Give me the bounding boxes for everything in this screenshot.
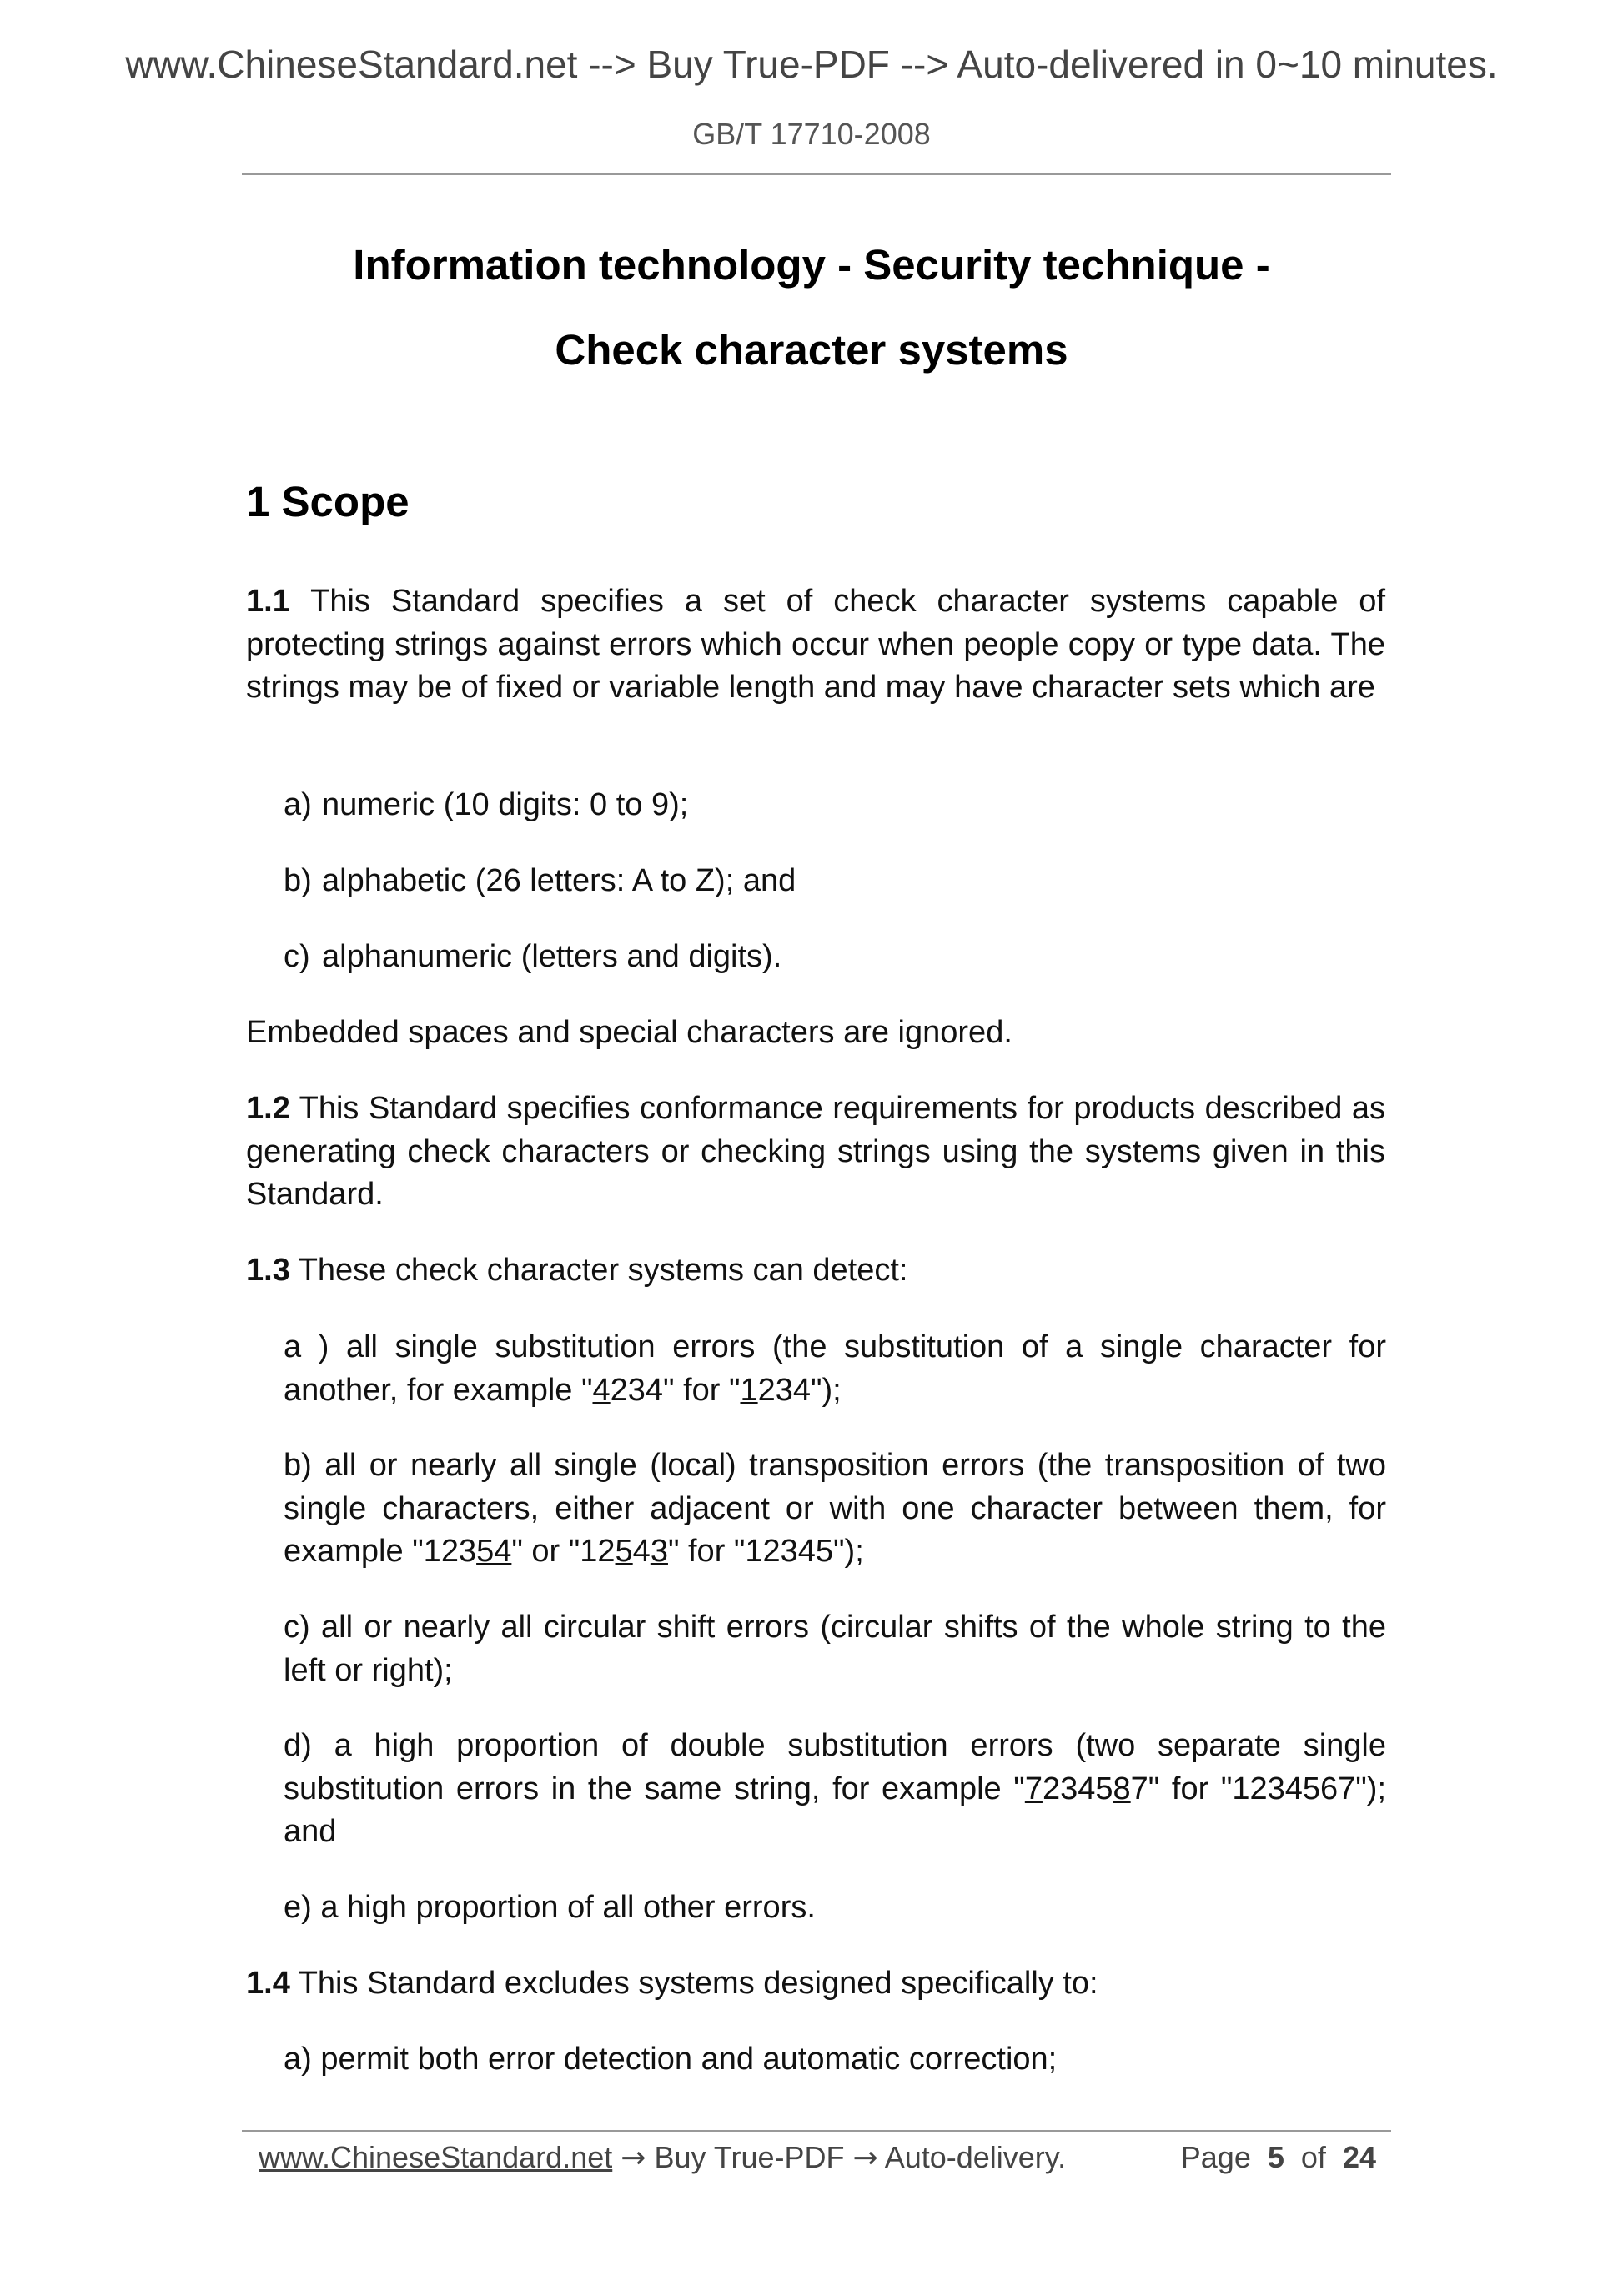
underlined-char: 5 [615,1534,633,1569]
page-number: 5 [1267,2140,1284,2174]
list-text: " for "12345"); [667,1534,864,1569]
page-total: 24 [1342,2140,1376,2174]
document-title-line2: Check character systems [555,326,1068,374]
list-label: c) [284,939,310,974]
list-text: all single substitution errors (the substitution of a single character for another, for example " [284,1329,1386,1408]
list-item [284,1444,1386,1574]
clause-1-4 [246,1962,1385,2006]
clause-text: This Standard excludes systems designed specifically to: [289,1966,1098,2001]
clause-1-1 [246,580,1385,710]
list-item [284,1887,1386,1930]
list-item [284,860,1386,903]
clause-1-1-note: Embedded spaces and special characters are ignored. [246,1015,1012,1050]
clause-number: 1.2 [246,1091,290,1126]
list-item [284,1606,1386,1692]
clause-number: 1.4 [246,1966,290,2001]
underlined-char: 7 [1024,1771,1043,1806]
list-text: 4 [632,1534,651,1569]
top-banner: www.ChineseStandard.net --> Buy True-PDF --> Auto-delivered in 0~10 minutes. [125,43,1498,86]
clause-1-3 [246,1249,1385,1293]
list-text: alphanumeric (letters and digits). [322,939,782,974]
page-word: Page [1180,2140,1251,2174]
underlined-char: 1 [740,1372,758,1408]
page-indicator [1181,2137,1376,2178]
section-heading-scope: 1 Scope [246,478,410,525]
list-item [284,2038,1386,2082]
clause-text: This Standard specifies a set of check character systems capable of protecting strings against errors which occur when people copy or type data. The strings may be of fixed or variable length and may have character sets which are [246,584,1385,705]
arrow-right-icon: → [852,2141,878,2175]
list-text: 2345 [1042,1771,1113,1806]
clause-text: These check character systems can detect: [289,1253,908,1288]
underlined-char: 54 [476,1534,512,1569]
list-item [284,1326,1386,1412]
footer-buy-text: Buy True-PDF [646,2140,853,2174]
list-text: all or nearly all circular shift errors (circular shifts of the whole string to the left or right); [284,1610,1386,1688]
list-label: c) [284,1610,310,1645]
underlined-char: 3 [650,1534,668,1569]
list-text: 7" for "1234567"); and [284,1771,1387,1849]
list-text: numeric (10 digits: 0 to 9); [322,787,689,822]
list-label: a) [284,2042,312,2077]
list-item [284,784,1386,827]
list-text: all or nearly all single (local) transposition errors (the transposition of two single characters, either adjacent or with one character between them, for example "123 [284,1448,1386,1569]
underlined-char: 8 [1113,1771,1131,1806]
footer-delivery-text: Auto-delivery. [877,2140,1067,2174]
page-footer [259,2137,1376,2179]
clause-1-2 [246,1088,1385,1217]
document-title-line1: Information technology - Security technique - [353,241,1270,289]
list-item [284,1725,1386,1854]
footer-divider [242,2130,1391,2132]
list-label: a) [284,787,312,822]
list-label: e) [284,1890,312,1925]
standard-code: GB/T 17710-2008 [692,117,931,151]
list-label: b) [284,863,312,898]
clause-number: 1.1 [246,584,290,619]
list-label: a ) [284,1329,329,1364]
header-divider [242,173,1391,175]
list-text: permit both error detection and automatic correction; [311,2042,1058,2077]
list-text: a high proportion of double substitution errors (two separate single substitution errors in the same string, for example " [284,1728,1386,1806]
list-text: a high proportion of all other errors. [311,1890,816,1925]
list-text: 234" for " [610,1372,741,1408]
list-text: 234"); [757,1372,842,1408]
clause-text: This Standard specifies conformance requirements for products described as generating check characters or checking strings using the systems given in this Standard. [246,1091,1385,1212]
list-text: " or "12 [511,1534,616,1569]
of-word: of [1300,2140,1326,2174]
footer-site-link[interactable]: www.ChineseStandard.net [259,2140,613,2174]
list-label: b) [284,1448,312,1483]
clause-number: 1.3 [246,1253,290,1288]
underlined-char: 4 [592,1372,611,1408]
arrow-right-icon: → [621,2141,646,2175]
list-item [284,936,1386,979]
list-label: d) [284,1728,312,1763]
list-text: alphabetic (26 letters: A to Z); and [322,863,796,898]
